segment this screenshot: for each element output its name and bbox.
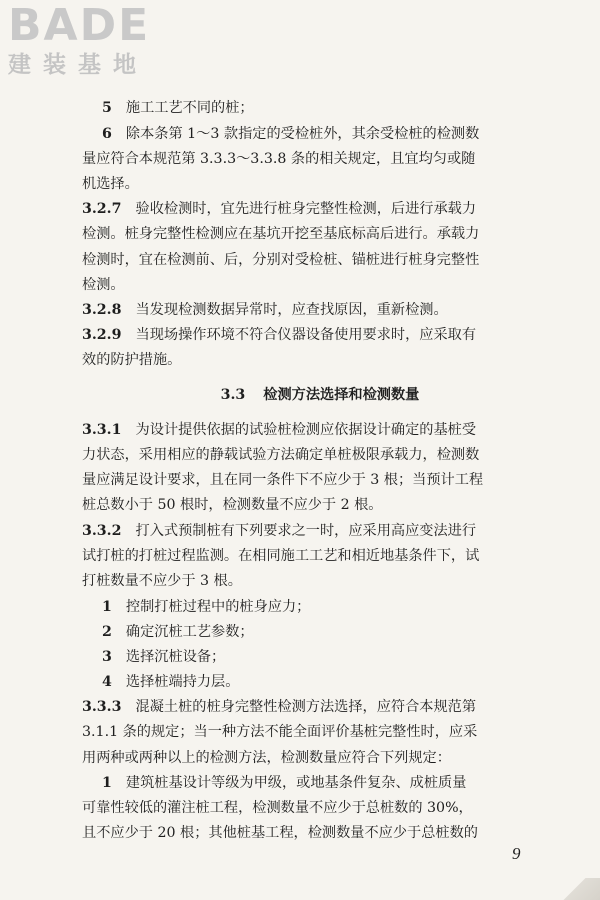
text-line: 检测。桩身完整性检测应在基坑开挖至基底标高后进行。承载力: [82, 226, 480, 242]
section-heading-3-3: 3.3 检测方法选择和检测数量: [220, 387, 420, 403]
text-line: 3.1.1 条的规定；当一种方法不能全面评价基桩完整性时，应采: [82, 724, 478, 740]
text-line: 可靠性较低的灌注桩工程，检测数量不应少于总桩数的 30%，: [82, 800, 473, 816]
logo-subtitle: 建装基地: [8, 52, 148, 78]
text-line: 试打桩的打桩过程监测。在相同施工工艺和相近地基条件下，试: [82, 548, 480, 564]
clause-3-3-1: 3.3.1 为设计提供依据的试验桩检测应依据设计确定的基桩受: [82, 422, 477, 438]
list-item-4: 4 选择桩端持力层。: [102, 674, 240, 690]
list-item-1: 1 建筑桩基设计等级为甲级，或地基条件复杂、成桩质量: [102, 775, 467, 791]
clause-3-2-9: 3.2.9 当现场操作环境不符合仪器设备使用要求时，应采取有: [82, 327, 477, 343]
list-item-6: 6 除本条第 1～3 款指定的受检桩外，其余受检桩的检测数: [102, 126, 480, 142]
logo-wordmark: BADE: [8, 0, 151, 51]
clause-3-2-8: 3.2.8 当发现检测数据异常时，应查找原因，重新检测。: [82, 302, 448, 318]
text-line: 且不应少于 20 根；其他桩基工程，检测数量不应少于总桩数的: [82, 825, 478, 841]
clause-3-3-2: 3.3.2 打入式预制桩有下列要求之一时，应采用高应变法进行: [82, 523, 477, 539]
clause-3-3-3: 3.3.3 混凝土桩的桩身完整性检测方法选择，应符合本规范第: [82, 699, 477, 715]
list-item-2: 2 确定沉桩工艺参数；: [102, 624, 254, 640]
text-line: 桩总数小于 50 根时，检测数量不应少于 2 根。: [82, 497, 383, 513]
page-number: 9: [512, 844, 521, 863]
bade-logo: [8, 2, 178, 80]
text-line: 力状态，采用相应的静载试验方法确定单桩极限承载力，检测数: [82, 447, 480, 463]
clause-3-2-7: 3.2.7 验收检测时，宜先进行桩身完整性检测，后进行承载力: [82, 201, 477, 217]
page-corner-fold: [540, 878, 600, 900]
list-item-1: 1 控制打桩过程中的桩身应力；: [102, 599, 311, 615]
text-line: 打桩数量不应少于 3 根。: [82, 573, 242, 589]
text-line: 检测。: [82, 277, 125, 293]
list-item-5: 5 施工工艺不同的桩；: [102, 100, 254, 116]
text-line: 用两种或两种以上的检测方法，检测数量应符合下列规定：: [82, 750, 451, 766]
text-line: 检测时，宜在检测前、后，分别对受检桩、锚桩进行桩身完整性: [82, 252, 480, 268]
text-line: 量应符合本规范第 3.3.3～3.3.8 条的相关规定，且宜均匀或随: [82, 151, 476, 167]
text-line: 机选择。: [82, 176, 139, 192]
text-line: 效的防护措施。: [82, 352, 182, 368]
list-item-3: 3 选择沉桩设备；: [102, 649, 226, 665]
text-line: 量应满足设计要求，且在同一条件下不应少于 3 根；当预计工程: [82, 472, 484, 488]
